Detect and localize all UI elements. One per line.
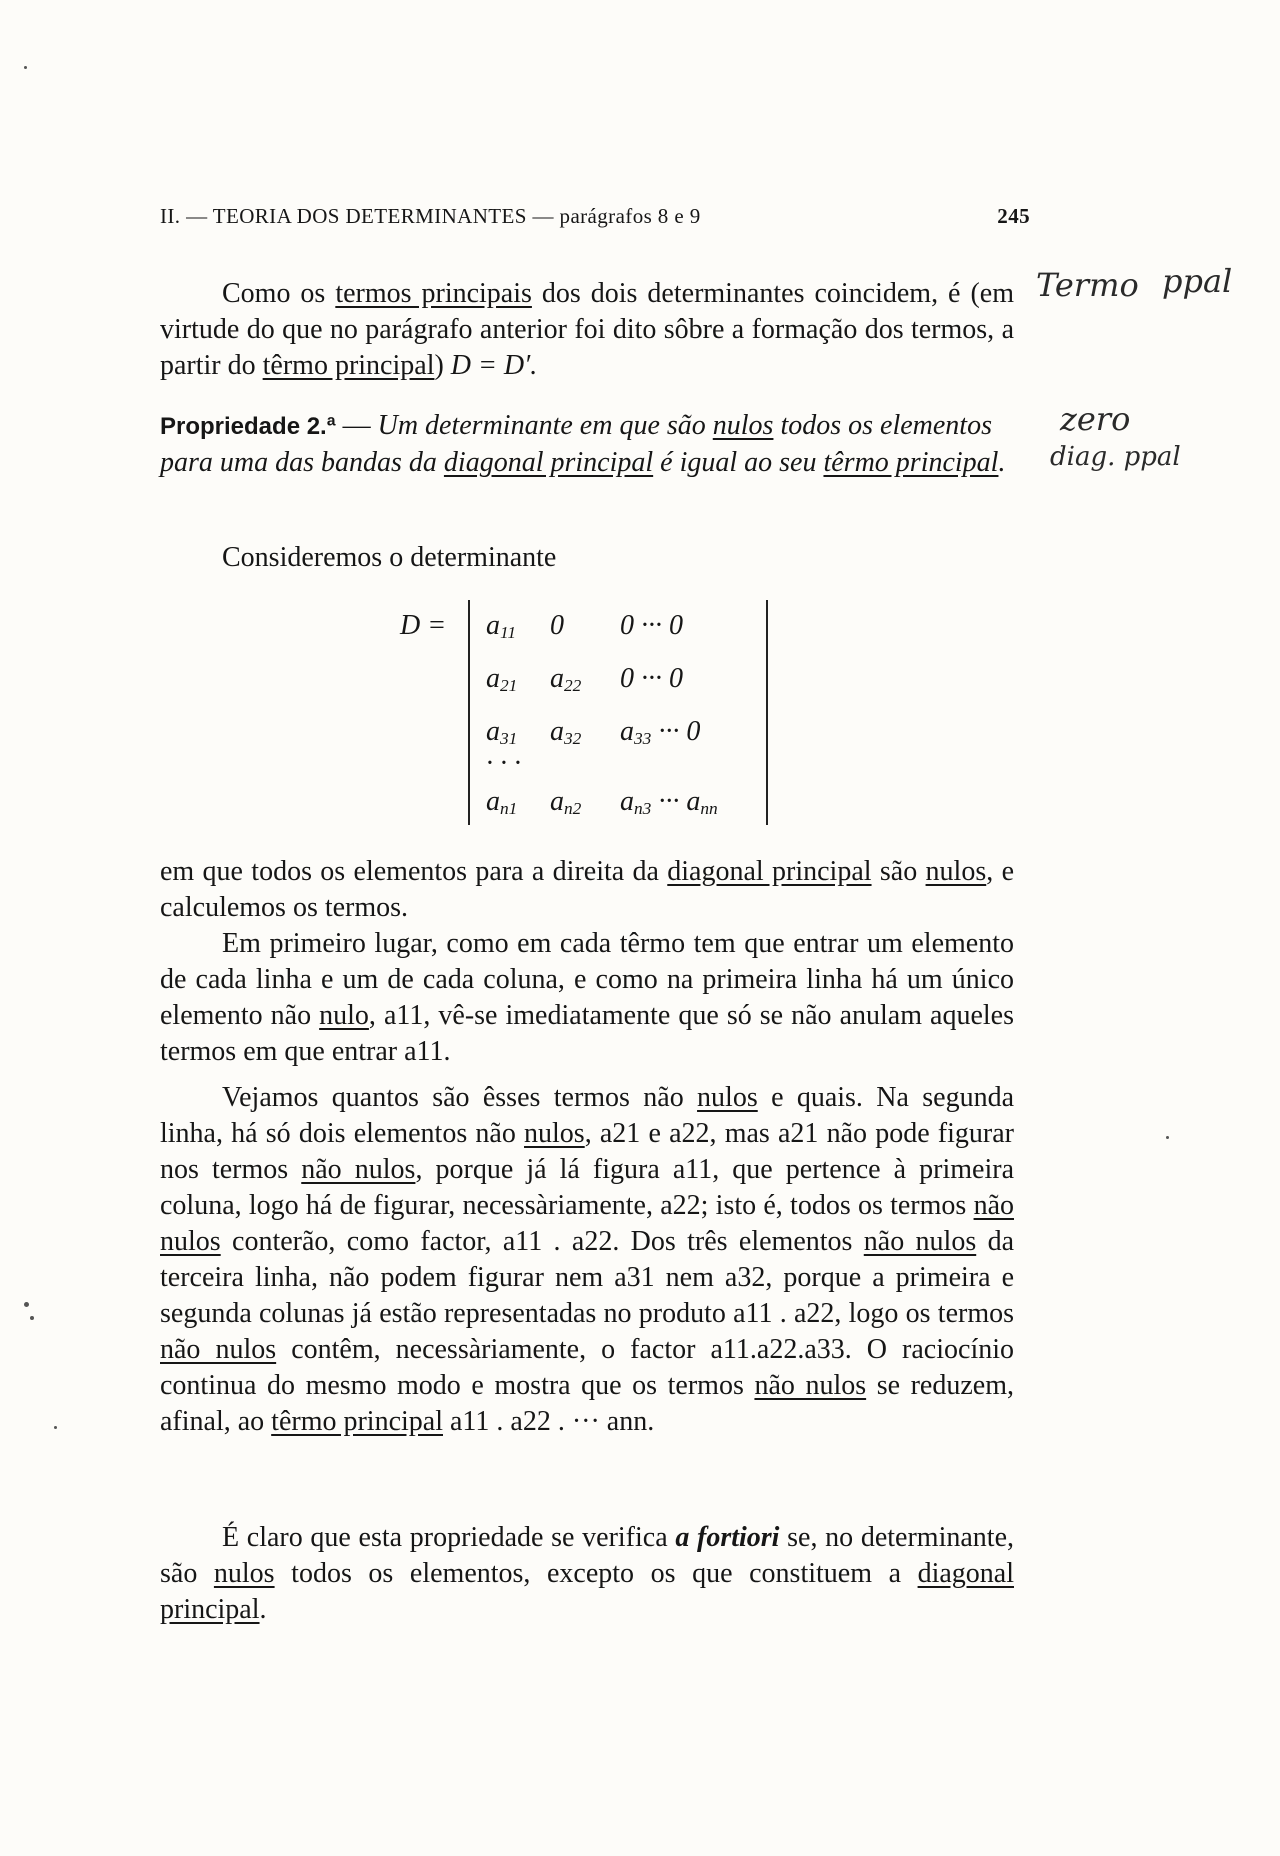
p6-underline-2: diagonal principal xyxy=(160,1558,1014,1625)
det-cell: $a_{n2}$ xyxy=(550,786,582,818)
paragraph-1 xyxy=(160,276,1014,384)
det-cell: $a_{21}$ xyxy=(486,663,518,695)
margin-note-zero: zero xyxy=(1060,400,1131,438)
p1-text-b: dos dois determinantes coincidem, é (em virtude do que no parágrafo anterior foi dito sôbre a formação dos termos, a partir do xyxy=(160,278,1014,381)
property-dash: — xyxy=(335,410,378,441)
property-underline-1: nulos xyxy=(712,410,774,441)
p5-text-i: a11 . a22 . ··· ann. xyxy=(443,1406,655,1437)
p1-text-c: ) xyxy=(434,350,451,381)
p5-text-f: da terceira linha, não podem figurar nem a31 nem a32, porque a primeira e segunda colunas já estão representadas no produto a11 . a22, logo os termos xyxy=(160,1226,1014,1329)
p5-text-g: contêm, necessàriamente, o factor a11.a22.a33. O raciocínio continua do mesmo modo e mostra que os termos xyxy=(160,1334,1014,1401)
property-text-2: todos os elementos para uma das bandas da xyxy=(160,410,992,478)
scan-speck xyxy=(30,1316,34,1320)
p3-text-b: são xyxy=(871,856,926,887)
p5-underline-2: nulos xyxy=(524,1118,585,1149)
det-ellipsis: · · · xyxy=(486,748,521,779)
property-underline-3: têrmo principal xyxy=(823,447,999,478)
p6-underline-1: nulos xyxy=(213,1558,275,1589)
p5-text-e: conterão, como factor, a11 . a22. Dos três elementos xyxy=(220,1226,864,1257)
p6-text-c: todos os elementos, excepto os que constituem a xyxy=(274,1558,918,1589)
p6-text-a: É claro que esta propriedade se verifica xyxy=(222,1522,676,1553)
determinant-label: D = xyxy=(400,610,447,641)
det-cell: $a_{32}$ xyxy=(550,716,582,748)
det-cell: $a_{22}$ xyxy=(550,663,582,695)
p6-text-d: . xyxy=(259,1594,267,1625)
det-cell: $a_{n3}$ ··· $a_{nn}$ xyxy=(620,786,718,818)
p1-text-a: Como os xyxy=(222,278,336,309)
page-number: 245 xyxy=(997,204,1030,228)
property-label: Propriedade 2.ª xyxy=(160,413,336,440)
scan-speck xyxy=(54,1426,57,1429)
paragraph-2 xyxy=(160,540,1014,576)
p4-text-a: Em primeiro lugar, como em cada têrmo tem que entrar um elemento de cada linha e um de cada coluna, e como na primeira linha há um único elemento não xyxy=(160,928,1014,1031)
p5-text-a: Vejamos quantos são êsses termos não xyxy=(222,1082,698,1113)
paragraph-5 xyxy=(160,1080,1014,1440)
scan-speck xyxy=(24,1302,29,1307)
det-cell: 0 ··· 0 xyxy=(620,663,683,694)
property-underline-2: diagonal principal xyxy=(443,447,654,478)
det-cell: $a_{33}$ ··· 0 xyxy=(620,716,701,748)
p5-text-c: , a21 e a22, mas a21 não pode figurar nos termos xyxy=(160,1118,1014,1185)
det-cell: 0 ··· 0 xyxy=(620,610,683,641)
p5-underline-8: têrmo principal xyxy=(271,1406,443,1437)
paragraph-3 xyxy=(160,854,1014,926)
paragraph-6 xyxy=(160,1520,1014,1628)
p5-underline-7: não nulos xyxy=(754,1370,867,1401)
p5-underline-6: não nulos xyxy=(160,1334,277,1365)
property-statement xyxy=(160,408,1014,481)
det-cell: $a_{31}$ xyxy=(486,716,518,748)
p5-underline-4: não nulos xyxy=(160,1190,1014,1257)
p5-underline-3: não nulos xyxy=(301,1154,416,1185)
paragraph-4 xyxy=(160,926,1014,1070)
p6-text-b: se, no determinante, são xyxy=(160,1522,1014,1589)
p1-equation: D = D′. xyxy=(450,350,538,381)
property-text-4: . xyxy=(998,447,1006,478)
scan-speck xyxy=(1166,1136,1169,1139)
property-text-1: Um determinante em que são xyxy=(377,410,713,441)
p3-underline-1: diagonal principal xyxy=(667,856,872,887)
property-text-3: é igual ao seu xyxy=(653,447,824,478)
det-cell: 0 xyxy=(550,610,564,641)
p1-underline-1: termos principais xyxy=(335,278,532,309)
p1-underline-2: têrmo principal xyxy=(262,350,435,381)
margin-note-diag-ppal: diag. ppal xyxy=(1050,442,1181,472)
det-cell: $a_{11}$ xyxy=(486,610,517,642)
margin-note-termo: Termo xyxy=(1036,266,1139,304)
p3-text-a: em que todos os elementos para a direita da xyxy=(160,856,668,887)
p4-underline-1: nulo xyxy=(319,1000,369,1031)
p4-text-b: , a11, vê-se imediatamente que só se não anulam aqueles termos em que entrar a11. xyxy=(160,1000,1014,1067)
p5-underline-5: não nulos xyxy=(863,1226,977,1257)
margin-note-ppal: ppal xyxy=(1162,262,1233,300)
p5-text-b: e quais. Na segunda linha, há só dois elementos não xyxy=(160,1082,1014,1149)
header-chapter-title: II. — TEORIA DOS DETERMINANTES — parágrafos 8 e 9 xyxy=(160,204,701,228)
p5-text-h: se reduzem, afinal, ao xyxy=(160,1370,1014,1437)
p5-text-d: , porque já lá figura a11, que pertence à primeira coluna, logo há de figurar, necessàriamente, a22; isto é, todos os termos xyxy=(160,1154,1015,1221)
determinant-right-bar xyxy=(766,600,768,825)
determinant-left-bar xyxy=(468,600,470,825)
p2-text: Consideremos o determinante xyxy=(222,542,557,573)
p5-underline-1: nulos xyxy=(697,1082,758,1113)
determinant-matrix xyxy=(400,600,800,830)
p3-text-c: , e calculemos os termos. xyxy=(160,856,1014,923)
det-cell: $a_{n1}$ xyxy=(486,786,518,818)
p6-emphasis: a fortiori xyxy=(675,1522,780,1553)
p3-underline-2: nulos xyxy=(925,856,987,887)
scan-speck xyxy=(24,66,27,69)
